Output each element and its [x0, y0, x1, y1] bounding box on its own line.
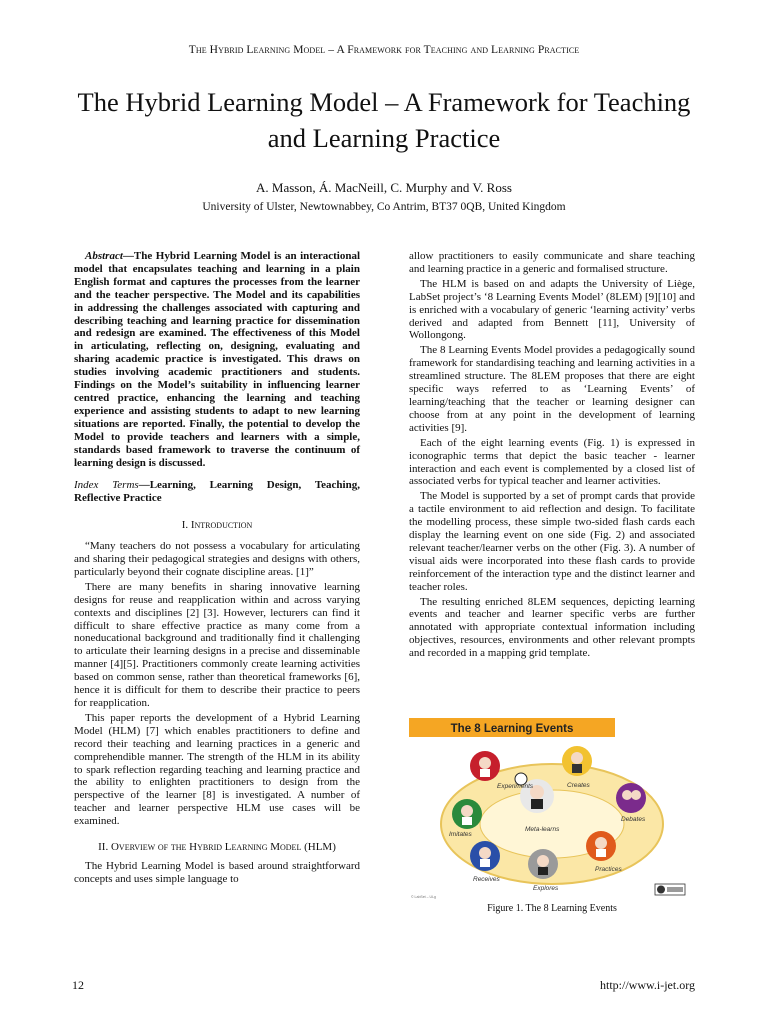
- section-heading-introduction: I. Introduction: [181, 519, 253, 532]
- paragraph: The resulting enriched 8LEM sequences, depicting learning events and teacher and learner specific verbs are further annotated with appropriate contextual information including objectives, resources, environments and other relevant prompts and recorded in a mapping grid template.: [409, 595, 695, 660]
- footer-url[interactable]: http://www.i-jet.org: [600, 978, 695, 992]
- paragraph: “Many teachers do not possess a vocabulary for articulating and sharing their pedagogical strategies and designs with others, particularly beyond their cognate discipline areas. [1]”: [74, 540, 360, 578]
- receives-icon: [470, 841, 500, 871]
- affiliation: University of Ulster, Newtownabbey, Co Antrim, BT37 0QB, United Kingdom: [202, 201, 566, 213]
- right-column: [409, 250, 695, 662]
- debates-icon: [616, 783, 646, 813]
- event-label: Debates: [621, 816, 646, 823]
- paragraph: There are many benefits in sharing innovative learning designs for reuse and reapplication within and across varying contexts and disciplines [2] [3]. However, lecturers can find it difficult to share effective practice as many come from a noneducational background and traditionally find it challenging to articulate their learning designs in a precise and disseminable manner [4][5]. Practitioners commonly create learning activities based on common sense, rather than theoretical frameworks [6], hence it is difficult for them to describe their practice to peers for reapplication.: [74, 580, 360, 709]
- abstract: [74, 250, 360, 469]
- index-terms-lead: Index Terms: [74, 479, 139, 492]
- page-number: 12: [72, 978, 84, 992]
- index-terms: [74, 479, 360, 505]
- event-label: Explores: [533, 885, 559, 892]
- paragraph: allow practitioners to easily communicate and share teaching and learning practice in a generic and formalised structure.: [409, 250, 695, 275]
- creates-icon: [562, 746, 592, 776]
- paragraph: The 8 Learning Events Model provides a pedagogically sound framework for standardising teaching and learning activities in a streamlined structure. The 8LEM proposes that there are eight specific ways referred to as ‘Learning Events’ of learning/teaching that the teacher or learning designer can choose from at any point in the development of learning activities [9].: [409, 344, 695, 434]
- event-label: Meta-learns: [525, 826, 560, 833]
- practices-icon: [586, 831, 616, 861]
- abstract-text: —The Hybrid Learning Model is an interactional model that encapsulates teaching and learning in a plain English format and captures the processes from the learner and the teacher perspective. The Model and its capabilities in addressing the challenges associated with capturing and describing teaching and learning practice for dissemination and redesign are examined. The effectiveness of this Model in articulating, reflecting on, designing, evaluating and sharing academic practice is investigated. This draws on studies involving academic practitioners and students. Findings on the Model’s suitability in influencing learner centred practice, enhancing the learning and teaching experience and assisting students to adapt to new learning situations are reported. Finally, the potential to develop the Model to provide teachers and learners with a simple, standards based framework to traverse the continuum of learning design is discussed.: [74, 250, 360, 469]
- event-label: Receives: [473, 876, 500, 883]
- index-terms-text: —Learning, Learning Design, Teaching, Reflective Practice: [74, 479, 360, 505]
- figure-banner-text: The 8 Learning Events: [450, 723, 574, 735]
- paragraph: This paper reports the development of a Hybrid Learning Model (HLM) [7] which enables practitioners to define and record their teaching and learning practices in a generic and comprehendible manner. The strength of the HLM in its ability to spark reflection regarding teaching and learning practice and the ability to enlighten practitioners to design from the perspective of the learner [8] is investigated. A number of teacher and learner perspective HLM use cases will be examined.: [74, 711, 360, 828]
- figure-caption: Figure 1. The 8 Learning Events: [487, 903, 617, 914]
- imitates-icon: [452, 799, 482, 829]
- explores-icon: [528, 849, 558, 879]
- abstract-lead: Abstract: [85, 250, 123, 262]
- event-label: Practices: [595, 866, 622, 873]
- experiments-icon: [470, 751, 500, 781]
- paragraph: The Model is supported by a set of prompt cards that provide a tactile environment to aid reflection and design. To facilitate the modelling process, these simple two-sided flash cards each display the learning event on one side (Fig. 2) and associated relevant teacher/learner verbs on the other (Fig. 3). A number of visual aids were incorporated into these flash cards to provide reinforcement of the interaction type and the distinct learner and teacher roles.: [409, 490, 695, 593]
- paper-title: The Hybrid Learning Model – A Framework for Teaching and Learning Practice: [77, 87, 691, 153]
- section-heading-overview: II. Overview of the Hybrid Learning Model (HLM): [98, 841, 336, 854]
- event-label: Experiments: [497, 783, 534, 790]
- paragraph: Each of the eight learning events (Fig. 1) is expressed in iconographic terms that depict the basic teacher - learner interaction and each event is complemented by a closed list of associated verbs for typical teacher and learner activities.: [409, 436, 695, 488]
- event-label: Imitates: [449, 831, 472, 838]
- paragraph: The Hybrid Learning Model is based around straightforward concepts and uses simple language to: [74, 859, 360, 885]
- running-header: The Hybrid Learning Model – A Framework for Teaching and Learning Practice: [188, 44, 580, 56]
- figure-credit: © LabSet – ULg: [411, 895, 436, 899]
- left-column: [74, 250, 360, 888]
- creative-commons-icon: [655, 884, 685, 895]
- event-label: Creates: [567, 782, 590, 789]
- author-list: A. Masson, Á. MacNeill, C. Murphy and V. Ross: [256, 180, 512, 195]
- figure-8-learning-events: [409, 716, 695, 902]
- learning-events-diagram: [409, 716, 695, 902]
- paragraph: The HLM is based on and adapts the University of Liège, LabSet project’s ‘8 Learning Events Model’ (8LEM) [9][10] and is enriched with a vocabulary of generic ‘learning activity’ verbs derived and adapted from Bennett [11], University of Wollongong.: [409, 277, 695, 342]
